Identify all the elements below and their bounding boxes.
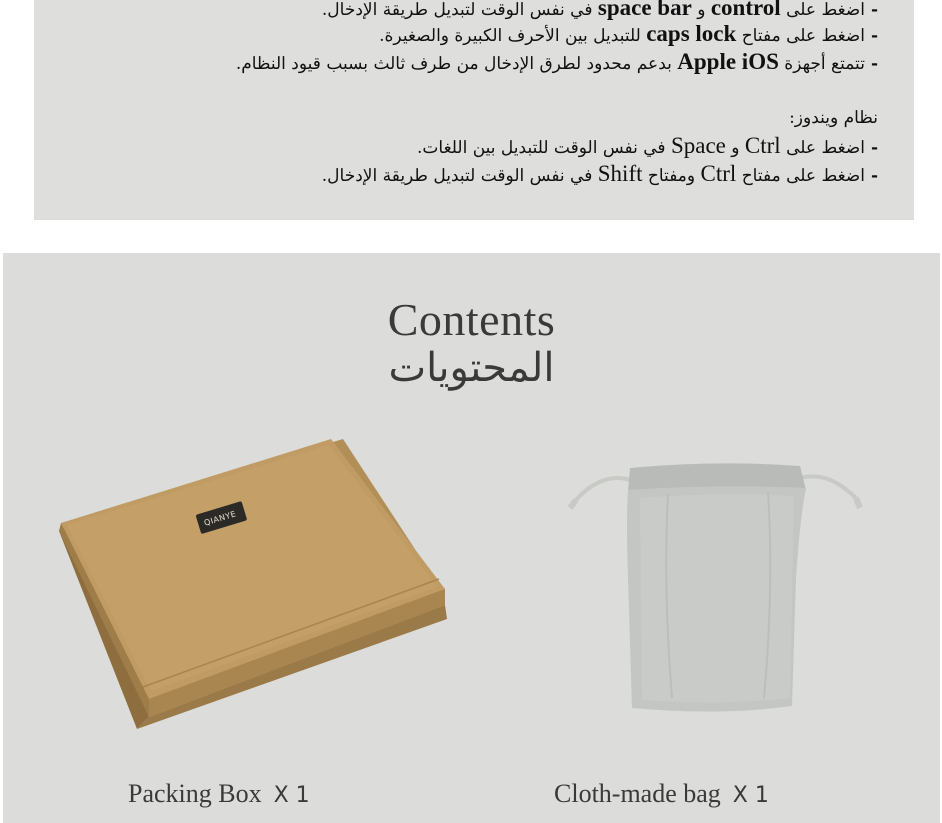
packing-box-caption [128,779,310,809]
key-caps-lock: caps lock [646,21,737,46]
cloth-bag-image [568,458,868,718]
instruction-line-win-1: -اضغط على Ctrl و Space في نفس الوقت للتبديل بين اللغات. [417,133,878,158]
instructions-panel [34,0,914,220]
windows-section-title: نظام ويندوز: [789,108,878,128]
contents-title-arabic: المحتويات [388,345,555,391]
key-shift: Shift [597,161,643,186]
cloth-bag-label: Cloth-made bag [554,779,721,808]
packing-box-label: Packing Box [128,779,262,808]
key-ctrl: Ctrl [744,133,781,158]
key-ctrl: Ctrl [700,161,737,186]
contents-title: Contents [387,294,556,345]
instruction-line-win-2: -اضغط على مفتاح Ctrl ومفتاح Shift في نفس الوقت لتبديل طريقة الإدخال. [321,161,878,186]
key-control: control [710,0,781,20]
cloth-bag-quantity: X 1 [732,783,769,808]
instruction-line-mac-2: -اضغط على مفتاح caps lock للتبديل بين الأحرف الكبيرة والصغيرة. [379,21,878,46]
key-space: Space [670,133,726,158]
cloth-bag-caption [554,779,769,809]
packing-box-quantity: X 1 [273,783,310,808]
packing-box-image [53,439,453,729]
instruction-line-mac-1: -اضغط على control و space bar في نفس الوقت لتبديل طريقة الإدخال. [322,0,878,22]
svg-text:QIANYE: QIANYE [203,509,238,528]
key-space-bar: space bar [597,0,692,20]
key-apple-ios: Apple iOS [677,49,779,74]
instruction-line-mac-3: -تتمتع أجهزة Apple iOS بدعم محدود لطرق الإدخال من طرف ثالث بسبب قيود النظام. [235,49,878,74]
contents-panel [3,253,940,823]
